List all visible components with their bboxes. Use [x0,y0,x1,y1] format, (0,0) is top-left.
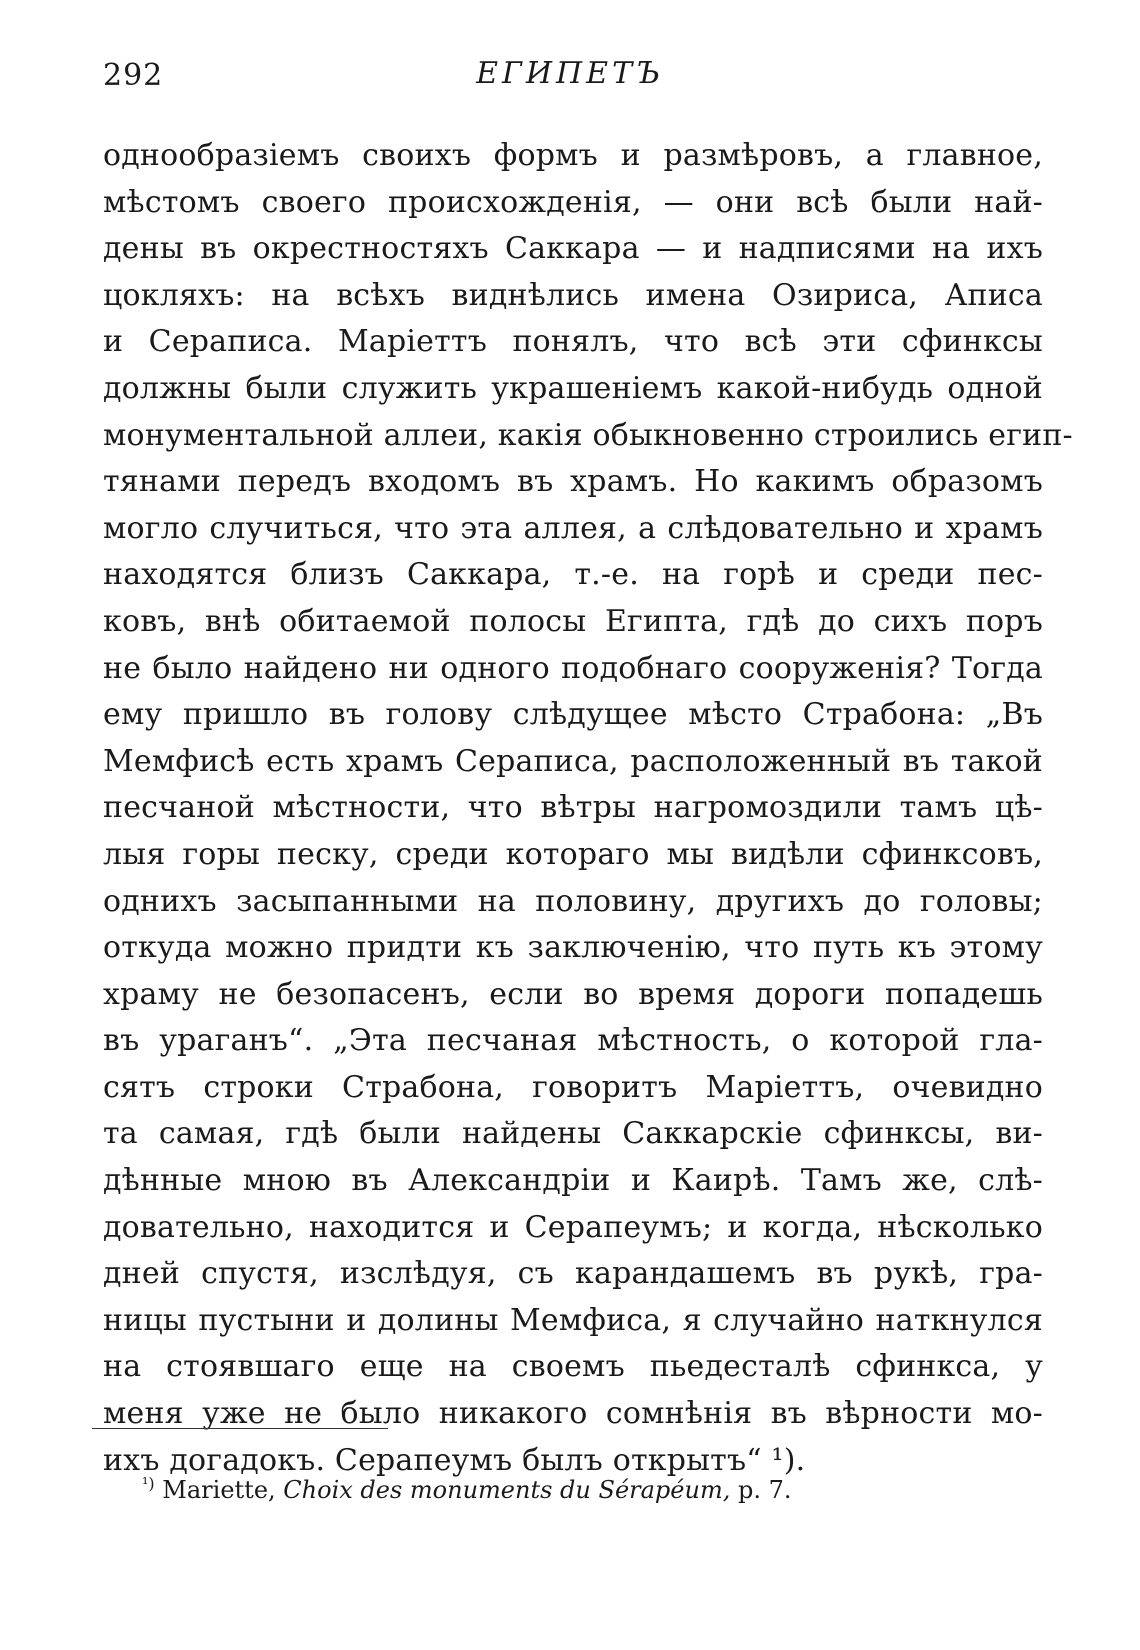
text-line: храму не безопасенъ, если во время дороги попадешь [103,976,1043,1012]
text-line: цокляхъ: на всѣхъ виднѣлись имена Озириса, Аписа [103,277,1043,313]
page-number: 292 [103,58,164,93]
text-line: и Сераписа. Маріеттъ понялъ, что всѣ эти сфинксы [103,324,1043,360]
text-line: та самая, гдѣ были найдены Саккарскіе сфинксы, ви- [103,1116,1043,1152]
text-line: могло случиться, что эта аллея, а слѣдовательно и храмъ [103,510,1043,546]
text-line: меня уже не было никакого сомнѣнія въ вѣрности мо- [103,1396,1043,1432]
text-line: ихъ догадокъ. Серапеумъ былъ открытъ“ ¹). [103,1442,806,1478]
text-line: ницы пустыни и долины Мемфиса, я случайно наткнулся [103,1302,1043,1338]
body-text [103,133,1073,1484]
text-line: ему пришло въ голову слѣдущее мѣсто Страбона: „Въ [103,697,1043,733]
footnote-rule [92,1428,388,1429]
text-line: однообразіемъ своихъ формъ и размѣровъ, а главное, [103,138,1043,173]
text-line: лыя горы песку, среди котораго мы видѣли сфинксовъ, [103,836,1043,872]
text-line: песчаной мѣстности, что вѣтры нагромоздили тамъ цѣ- [103,790,1043,826]
text-line: должны были служить украшеніемъ какой-нибудь одной [103,370,1043,406]
footnote-page: p. 7. [737,1476,792,1504]
text-line: дены въ окрестностяхъ Саккара — и надписями на ихъ [103,231,1043,267]
text-line: однихъ засыпанными на половину, другихъ до головы; [103,883,1043,919]
text-line: сятъ строки Страбона, говоритъ Маріеттъ, очевидно [103,1069,1043,1105]
text-line: мѣстомъ своего происхожденія, — они всѣ были най- [103,184,1043,220]
text-line: Мемфисѣ есть храмъ Сераписа, расположенный въ такой [103,743,1043,779]
text-line: на стоявшаго еще на своемъ пьедесталѣ сфинкса, у [103,1349,1043,1385]
text-line: ковъ, внѣ обитаемой полосы Египта, гдѣ до сихъ поръ [103,603,1043,639]
running-head: ЕГИПЕТЪ [476,56,664,91]
text-line: не было найдено ни одного подобнаго сооруженія? Тогда [103,650,1043,686]
text-line: дней спустя, изслѣдуя, съ карандашемъ въ рукѣ, гра- [103,1256,1043,1292]
text-line: монументальной аллеи, какія обыкновенно строились егип- [103,417,1073,453]
text-line: дѣнные мною въ Александріи и Каирѣ. Тамъ же, слѣ- [103,1163,1043,1199]
text-line: въ ураганъ“. „Эта песчаная мѣстность, о которой гла- [103,1023,1043,1059]
text-line: тянами передъ входомъ въ храмъ. Но какимъ образомъ [103,464,1043,500]
text-line: находятся близъ Саккара, т.-е. на горѣ и среди пес- [103,557,1043,593]
footnote-title: Choix des monuments du Sérapéum, [283,1476,731,1504]
footnote-mark: ¹) [142,1474,155,1493]
footnote-author: Mariette, [162,1476,276,1504]
text-line: откуда можно придти къ заключенію, что путь къ этому [103,930,1043,966]
footnote [142,1474,792,1504]
text-line: довательно, находится и Серапеумъ; и когда, нѣсколько [103,1209,1043,1245]
